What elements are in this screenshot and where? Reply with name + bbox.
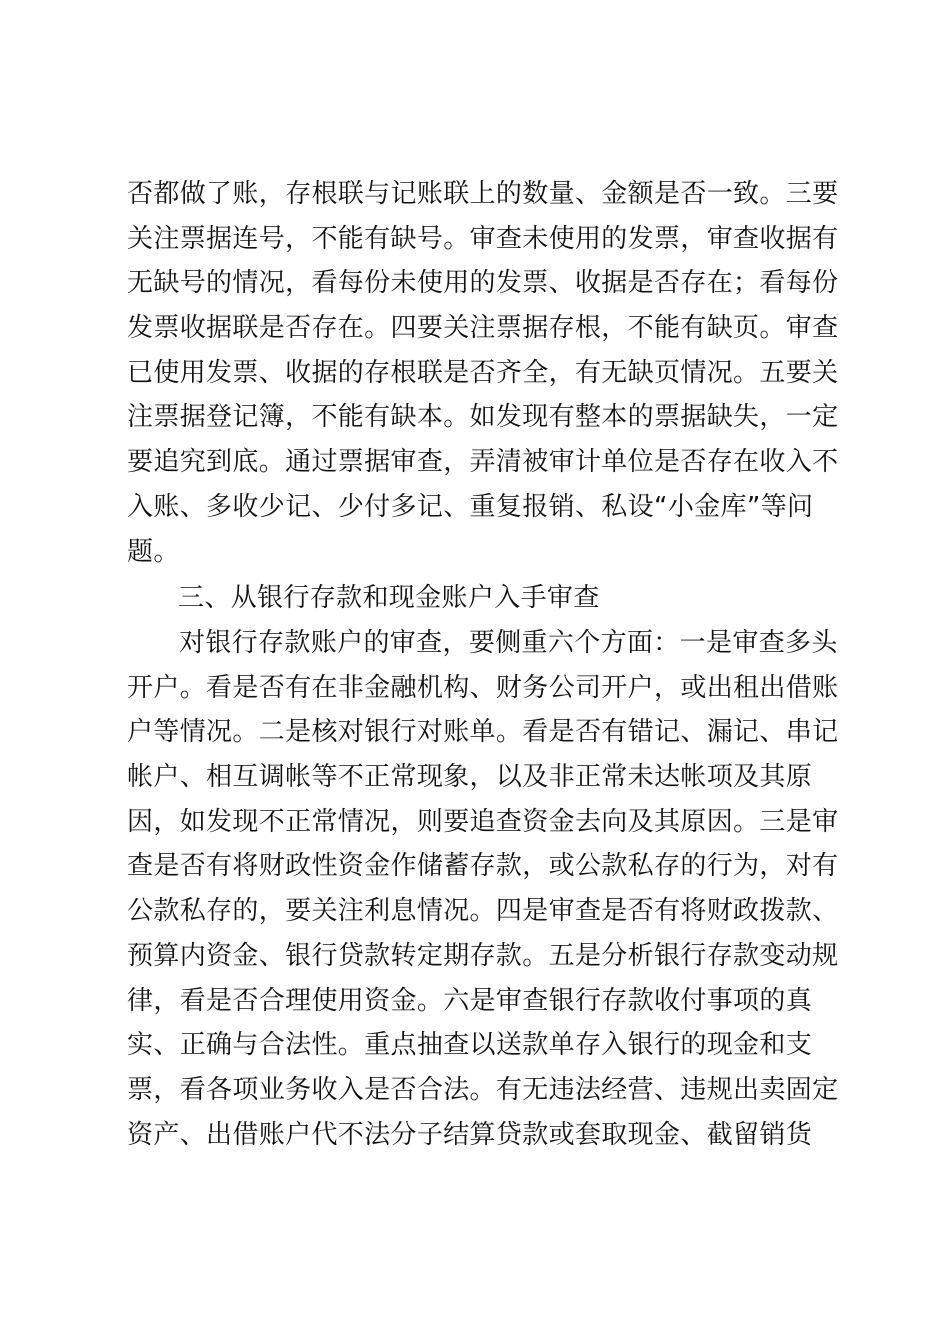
text-line: 户等情况。二是核对银行对账单。看是否有错记、漏记、串记 [127, 717, 839, 748]
text-line: 帐户、相互调帐等不正常现象，以及非正常未达帐项及其原 [127, 762, 813, 793]
text-line: 发票收据联是否存在。四要关注票据存根，不能有缺页。审查 [127, 313, 839, 344]
text-line: 因，如发现不正常情况，则要追查资金去向及其原因。三是审 [127, 806, 839, 837]
text-line: 已使用发票、收据的存根联是否齐全，有无缺页情况。五要关 [127, 357, 839, 388]
paragraph-bank-account-audit [127, 621, 839, 1157]
text-line: 开户。看是否有在非金融机构、财务公司开户，或出租出借账 [127, 672, 839, 703]
text-line: 题。 [127, 536, 180, 567]
text-line: 关注票据连号，不能有缺号。审查未使用的发票，审查收据有 [127, 223, 839, 254]
text-line: 票，看各项业务收入是否合法。有无违法经营、违规出卖固定 [127, 1074, 839, 1105]
text-line: 无缺号的情况，看每份未使用的发票、收据是否存在；看每份 [127, 268, 839, 299]
text-line: 资产、出借账户代不法分子结算贷款或套取现金、截留销货 [127, 1119, 813, 1150]
text-line: 查是否有将财政性资金作储蓄存款，或公款私存的行为，对有 [127, 851, 839, 882]
text-line: 否都做了账，存根联与记账联上的数量、金额是否一致。三要 [127, 179, 839, 209]
text-line: 入账、多收少记、少付多记、重复报销、私设“小金库”等问 [127, 491, 814, 522]
text-line: 实、正确与合法性。重点抽查以送款单存入银行的现金和支 [127, 1030, 813, 1061]
text-line: 律，看是否合理使用资金。六是审查银行存款收付事项的真 [127, 985, 813, 1016]
paragraph-bill-audit [127, 172, 839, 574]
text-line: 注票据登记簿，不能有缺本。如发现有整本的票据缺失，一定 [127, 402, 839, 433]
section-heading: 三、从银行存款和现金账户入手审查 [178, 583, 600, 613]
text-line: 对银行存款账户的审查，要侧重六个方面：一是审查多头 [179, 628, 838, 658]
text-line: 预算内资金、银行贷款转定期存款。五是分析银行存款变动规 [127, 940, 839, 971]
text-line: 要追究到底。通过票据审查，弄清被审计单位是否存在收入不 [127, 447, 839, 478]
text-line: 公款私存的，要关注利息情况。四是审查是否有将财政拨款、 [127, 896, 839, 927]
